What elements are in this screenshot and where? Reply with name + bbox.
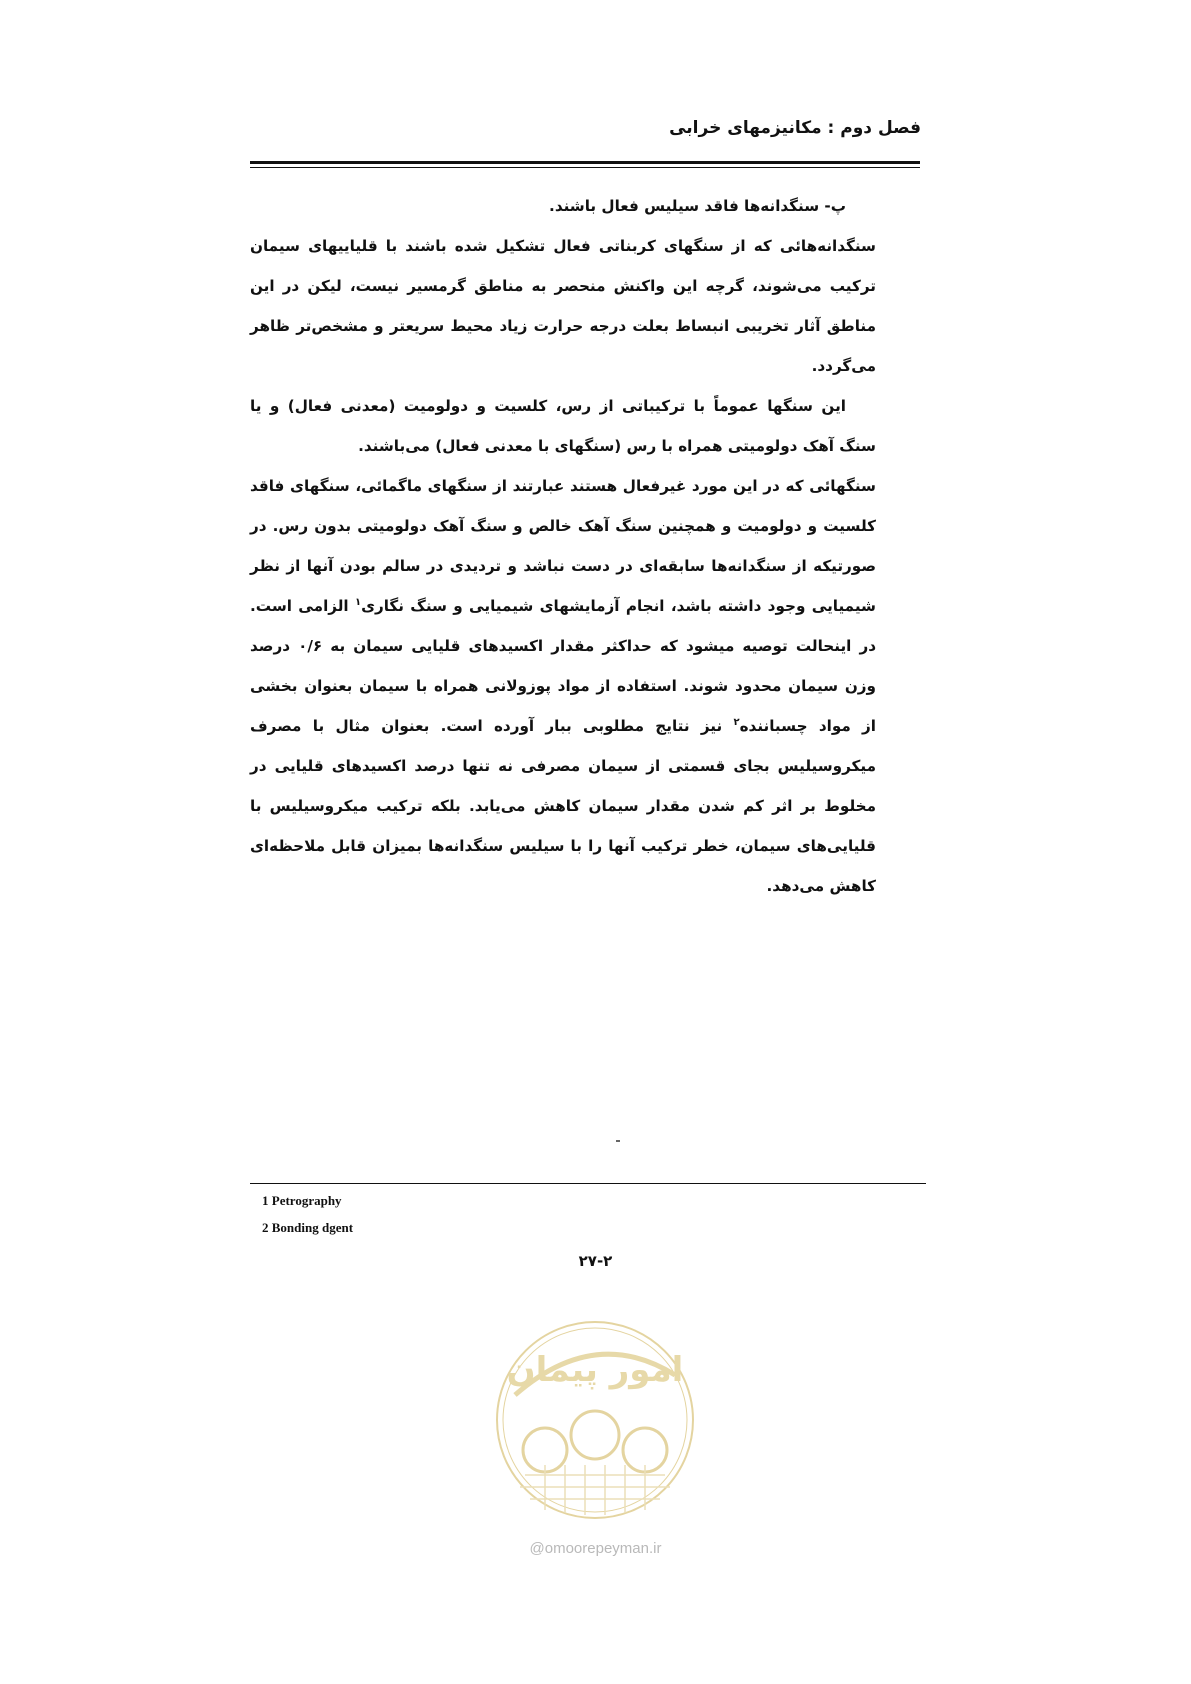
footnote-ref-1: ۱ [354,596,362,608]
footnote-rule [250,1183,926,1184]
header-rule-thin [250,167,920,168]
page-number: ۲۷-۲ [578,1252,613,1270]
watermark-gears [523,1411,667,1472]
footnote-ref-2: ۲ [733,716,740,728]
chapter-title: فصل دوم : مکانیزمهای خرابی [669,118,921,138]
footnote-1: 1 Petrography [262,1193,342,1208]
paragraph-1: پ- سنگدانه‌ها فاقد سیلیس فعال باشند. [549,197,846,215]
header-rule-thick [250,161,920,164]
scan-speck [616,1140,620,1142]
paragraph-4-part-3: نیز نتایج مطلوبی ببار آورده است. بعنوان مثال با مصرف میکروسیلیس بجای قسمتی از سیمان مصرفی نه تنها درصد اکسیدهای قلیایی در مخلوط بر اثر کم شدن مقدار سیمان کاهش می‌یابد. بلکه ترکیب میکروسیلیس با قلیایی‌های سیمان، خطر ترکیب آنها را با سیلیس سنگدانه‌ها بمیزان قابل ملاحظه‌ای کاهش می‌دهد. [250,717,876,895]
paragraph-4-part-1: سنگهائی که در این مورد غیرفعال هستند عبارتند از سنگهای ماگمائی، سنگهای فاقد کلسیت و دولومیت و همچنین سنگ آهک خالص و سنگ آهک دولومیتی بدون رس. در صورتیکه از سنگدانه‌ها سابقه‌ای در دست نباشد و تردیدی در سالم بودن آنها از نظر شیمیایی وجود داشته باشد، انجام آزمایشهای شیمیایی و سنگ نگاری [250,477,876,615]
watermark-logo-text: امور پیمان [506,1350,684,1390]
footnote-2: 2 Bonding dgent [262,1220,354,1235]
watermark-logo [485,1315,705,1525]
paragraph-4 [250,466,876,906]
paragraph-2: سنگدانه‌هائی که از سنگهای کربناتی فعال تشکیل شده باشند با قلیاییهای سیمان ترکیب می‌شوند، گرچه این واکنش منحصر به مناطق گرمسیر نیست، لیکن در این مناطق آثار تخریبی انبساط بعلت درجه حرارت زیاد محیط سریعتر و مشخص‌تر ظاهر می‌گردد. [250,237,876,375]
watermark-url: @omoorepeyman.ir [529,1540,662,1557]
body-text [250,186,876,906]
paragraph-4-part-2: الزامی است. در اینحالت توصیه میشود که حداکثر مقدار اکسیدهای قلیایی سیمان به ۰/۶ درصد وزن سیمان محدود شوند. استفاده از مواد پوزولانی همراه با سیمان بعنوان بخشی از مواد چسباننده [250,597,876,735]
paragraph-3: این سنگها عموماً با ترکیباتی از رس، کلسیت و دولومیت (معدنی فعال) و یا سنگ آهک دولومیتی همراه با رس (سنگهای با معدنی فعال) می‌باشند. [250,397,876,455]
